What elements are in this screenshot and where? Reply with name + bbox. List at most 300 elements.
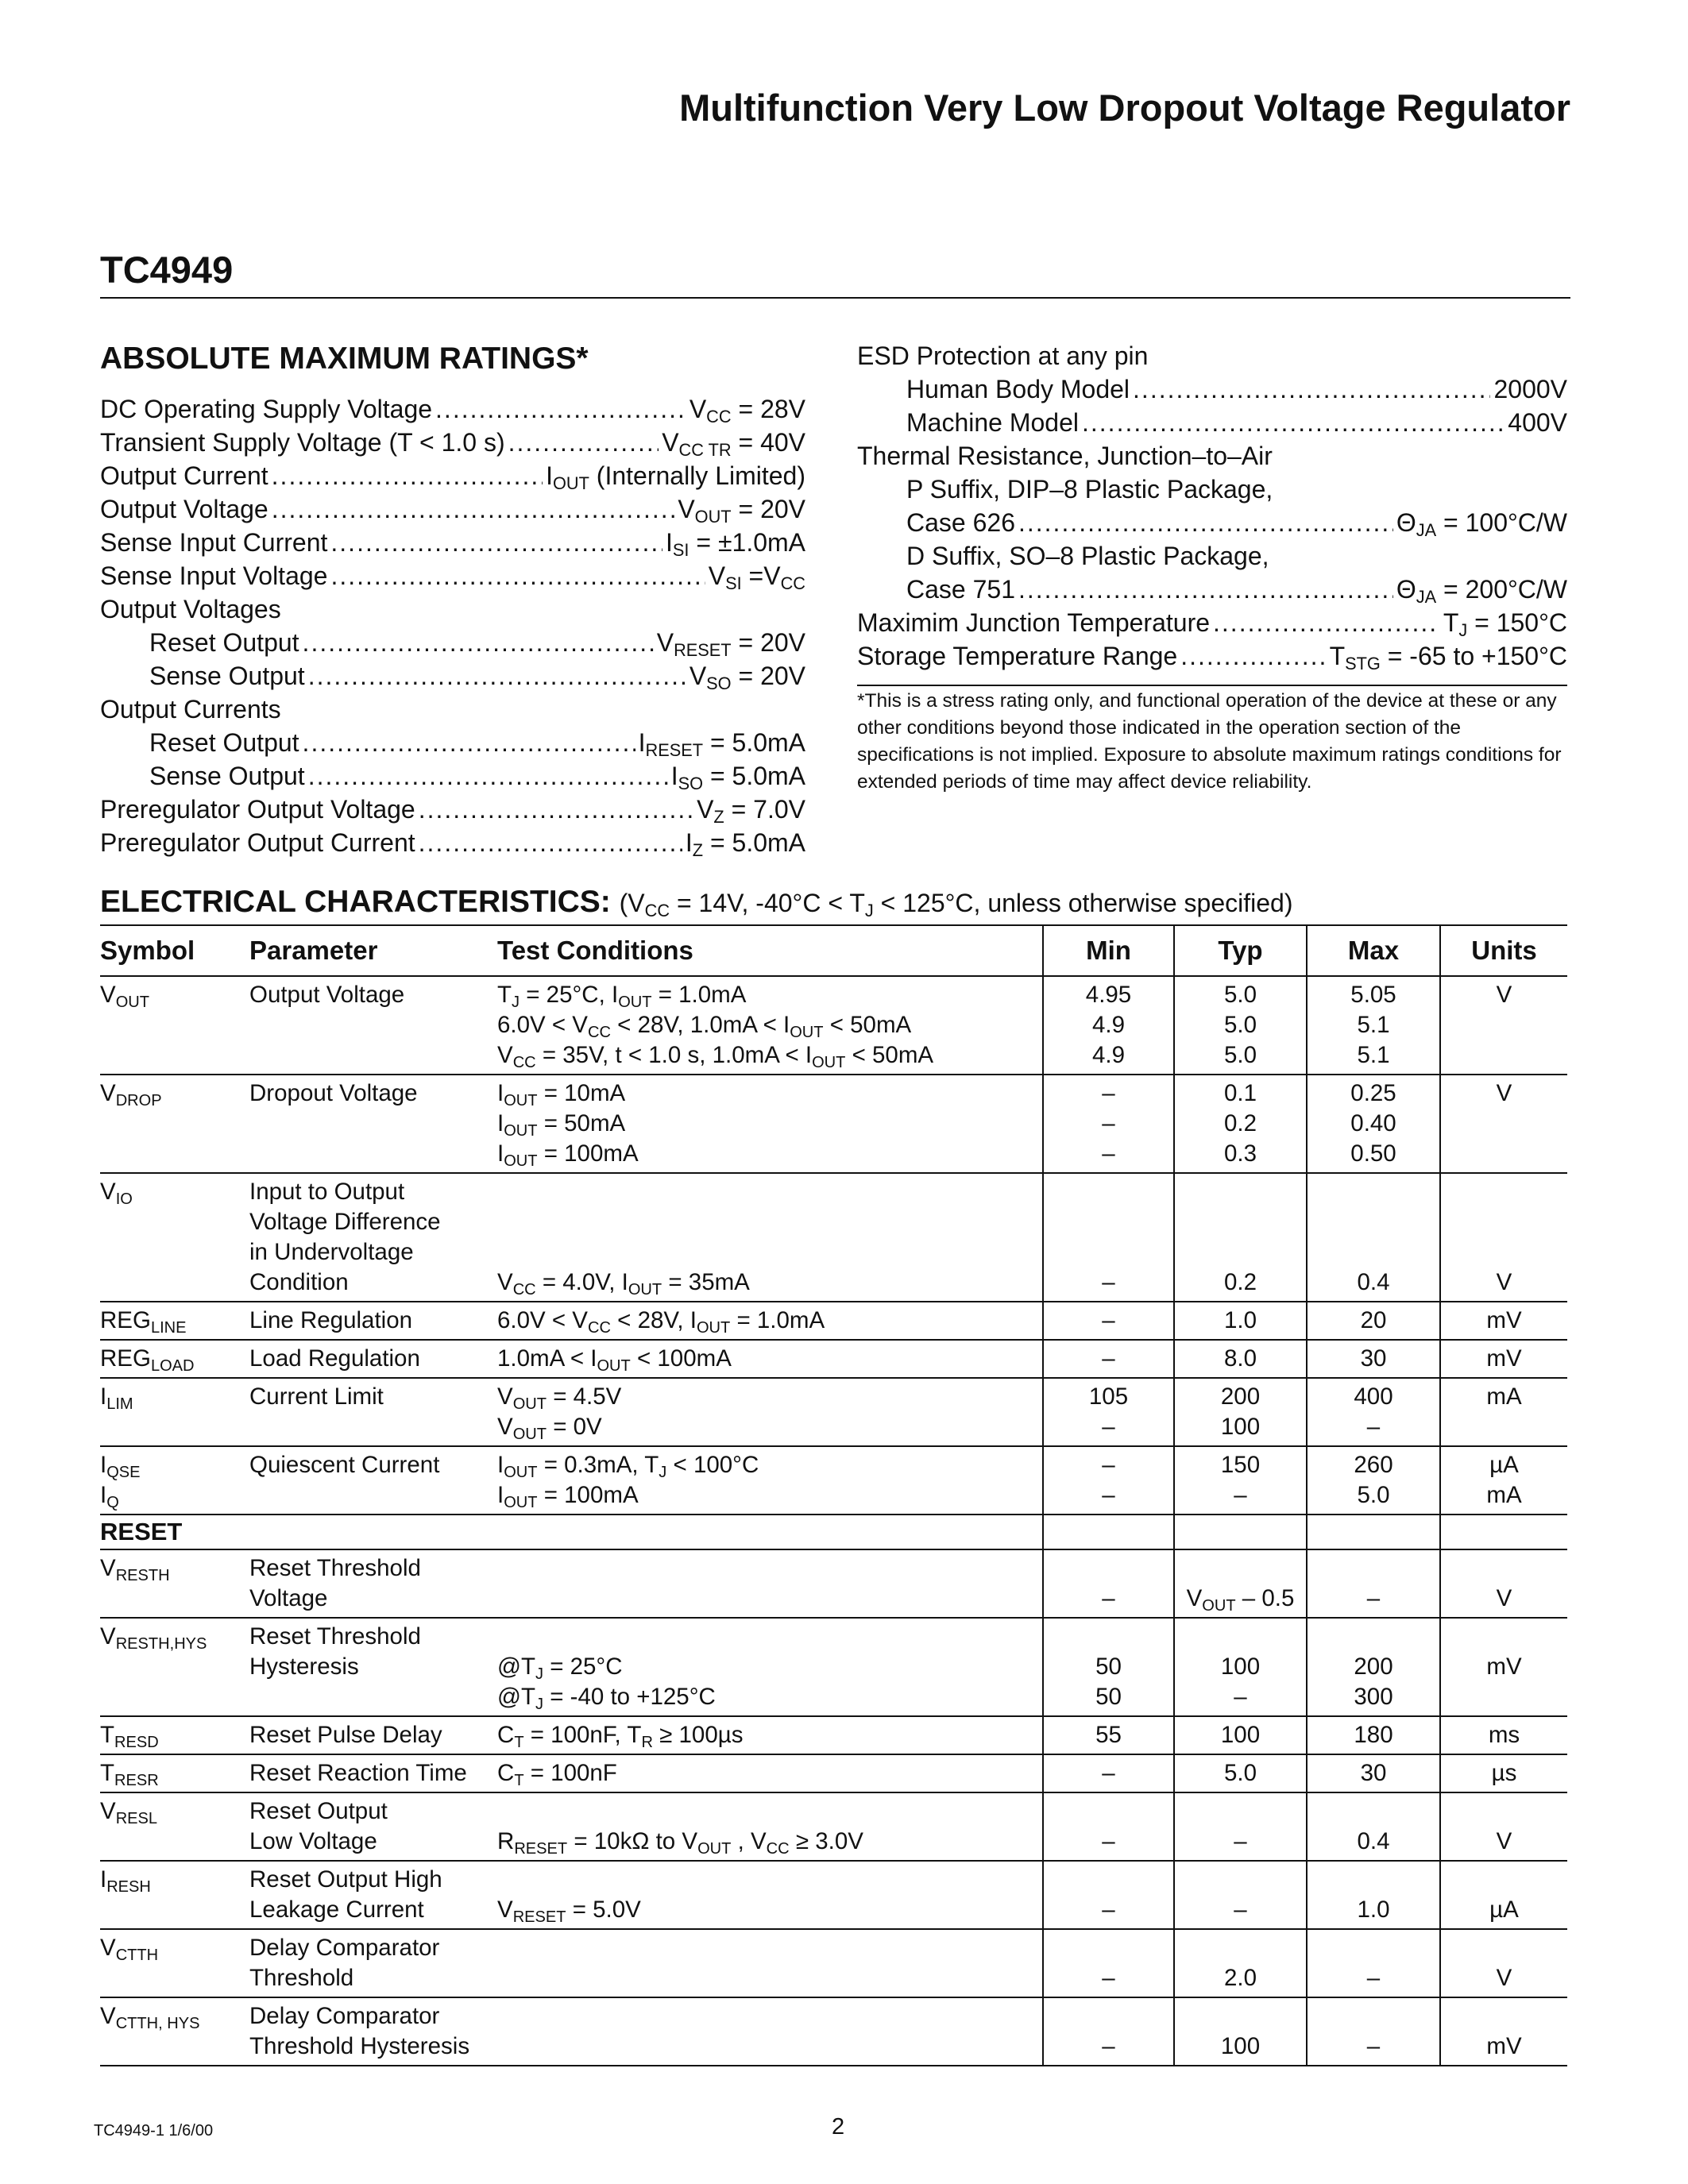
- cell-parameter: [249, 1378, 497, 1446]
- absolute-maximum-ratings-heading: ABSOLUTE MAXIMUM RATINGS*: [100, 341, 589, 376]
- rating-label: Reset Output: [149, 628, 299, 657]
- rating-row: [100, 592, 805, 626]
- cell-line: 0.2: [1223, 1269, 1257, 1295]
- rating-row: [100, 459, 805, 492]
- cell-line: –: [1234, 1482, 1247, 1508]
- rating-label: ESD Protection at any pin: [857, 341, 1149, 370]
- cell-max: [1307, 1716, 1440, 1754]
- cell-line: $@T_J = -40$ to +125°C: [497, 1684, 716, 1713]
- cell-line: Dropout Voltage: [249, 1080, 418, 1106]
- cell-min: [1043, 976, 1174, 1075]
- cell-min: [1043, 1929, 1174, 1997]
- cell-symbol: [100, 1929, 249, 1997]
- cell-units: [1440, 1618, 1567, 1716]
- cell-line: V: [1496, 982, 1512, 1008]
- cell-parameter: [249, 1302, 497, 1340]
- cell-min: [1043, 1302, 1174, 1340]
- cell-line: 260: [1354, 1452, 1393, 1478]
- rating-label: Machine Model: [906, 408, 1079, 437]
- cell-line: 0.1: [1223, 1080, 1257, 1106]
- cell-parameter: [249, 1173, 497, 1302]
- cell-max: [1307, 1997, 1440, 2066]
- table-row: [100, 1861, 1567, 1929]
- page-number: 2: [832, 2114, 845, 2140]
- cell-line: Low Voltage: [249, 1828, 377, 1854]
- table-row: [100, 1446, 1567, 1515]
- rating-value: $\Theta_{JA} = 100^\circ C/W$: [1396, 508, 1567, 540]
- document-title: Multifunction Very Low Dropout Voltage Regulator: [679, 87, 1570, 129]
- cell-line: Leakage Current: [249, 1897, 424, 1923]
- ec-heading-conditions: ($V_{CC} = 14V$, $-40^\circ C < T_J < 125^\circ C$, unless otherwise specified): [619, 889, 1293, 920]
- section-row: [100, 1515, 1567, 1549]
- leader-dots: [419, 793, 693, 826]
- cell-line: –: [1102, 1760, 1115, 1786]
- cell-line: Load Regulation: [249, 1345, 420, 1372]
- cell-line: 0.2: [1223, 1110, 1257, 1136]
- cell-units: [1440, 1173, 1567, 1302]
- cell-line: –: [1234, 1828, 1247, 1854]
- leader-dots: [330, 526, 662, 559]
- leader-dots: [308, 759, 668, 793]
- leader-dots: [1018, 573, 1393, 606]
- leader-dots: [1180, 639, 1326, 673]
- cell-line: $C_T = 100nF$, $T_R \ge 100\mu s$: [497, 1722, 744, 1751]
- cell-line: 4.9: [1091, 1042, 1125, 1068]
- cell-line: 100: [1220, 1414, 1261, 1440]
- cell-line: $T_{RESR}$: [100, 1760, 159, 1789]
- cell-test-conditions: [497, 1302, 1043, 1340]
- cell-test-conditions: [497, 1618, 1043, 1716]
- cell-line: $R_{RESET} = 10k\Omega$ to $V_{OUT}$ , $V_{CC} \ge 3.0V$: [497, 1828, 863, 1858]
- rating-label: Storage Temperature Range: [857, 642, 1178, 670]
- rating-value: $V_{CC TR} = 40V$: [662, 428, 805, 460]
- cell-line: Hysteresis: [249, 1653, 359, 1680]
- rating-label: Output Current: [100, 461, 268, 490]
- cell-line: $6.0V < V_{CC} < 28V$, $1.0mA < I_{OUT} < 50mA$: [497, 1012, 912, 1041]
- cell-line: 50: [1095, 1653, 1122, 1680]
- cell-line: $V_{RESL}$: [100, 1798, 158, 1827]
- rating-value: $V_{OUT} = 20V$: [678, 495, 805, 527]
- cell-line: Voltage Difference: [249, 1209, 441, 1235]
- cell-line: 180: [1354, 1722, 1393, 1748]
- table-body: [100, 976, 1567, 2066]
- cell-line: $I_{RESH}$: [100, 1866, 151, 1896]
- rating-value: $I_Z = 5.0mA$: [685, 828, 805, 860]
- cell-max: [1307, 1446, 1440, 1515]
- cell-parameter: [249, 1075, 497, 1173]
- cell-line: [497, 2032, 1042, 2062]
- cell-line: $V_{DROP}$: [100, 1080, 162, 1109]
- cell-units: [1440, 1929, 1567, 1997]
- rating-label: Maximim Junction Temperature: [857, 608, 1211, 637]
- cell-symbol: [100, 1446, 249, 1515]
- cell-line: 5.05: [1350, 982, 1396, 1008]
- cell-line: [1308, 1622, 1439, 1652]
- rating-row: [857, 473, 1567, 506]
- cell-line: µs: [1491, 1760, 1517, 1786]
- cell-min: [1043, 1549, 1174, 1618]
- cell-line: $I_{OUT} = 50mA$: [497, 1110, 626, 1140]
- cell-min: [1043, 1446, 1174, 1515]
- cell-typ: [1174, 1302, 1307, 1340]
- rating-row: [100, 426, 805, 459]
- cell-line: Reset Threshold: [249, 1555, 421, 1581]
- cell-line: 5.0: [1223, 1042, 1257, 1068]
- col-header-parameter: Parameter: [249, 925, 497, 976]
- cell-symbol: [100, 1792, 249, 1861]
- rating-row: [857, 606, 1567, 639]
- cell-line: Voltage: [249, 1585, 328, 1611]
- rating-value: $V_{CC} = 28V$: [689, 395, 805, 426]
- rating-value: $\Theta_{JA} = 200^\circ C/W$: [1396, 575, 1567, 607]
- cell-min: [1043, 1075, 1174, 1173]
- cell-units: [1440, 1716, 1567, 1754]
- cell-parameter: [249, 976, 497, 1075]
- rating-row: [100, 492, 805, 526]
- cell-line: V: [1496, 1080, 1512, 1106]
- cell-units: [1440, 1378, 1567, 1446]
- cell-line: V: [1496, 1585, 1512, 1611]
- cell-line: Reset Reaction Time: [249, 1760, 467, 1786]
- cell-symbol: [100, 976, 249, 1075]
- leader-dots: [303, 726, 635, 759]
- section-label: RESET: [100, 1515, 1043, 1549]
- rating-row: [100, 826, 805, 859]
- cell-line: [497, 1584, 1042, 1614]
- cell-line: $T_J = 25^\circ C$, $I_{OUT} = 1.0mA$: [497, 982, 747, 1011]
- rating-row: [857, 573, 1567, 606]
- table-row: [100, 1075, 1567, 1173]
- cell-line: mA: [1486, 1383, 1522, 1410]
- table-row: [100, 1792, 1567, 1861]
- rating-row: [857, 372, 1567, 406]
- cell-line: 1.0: [1357, 1897, 1390, 1923]
- leader-dots: [272, 492, 675, 526]
- leader-dots: [508, 426, 659, 459]
- table-row: [100, 1302, 1567, 1340]
- cell-line: $V_{RESET} = 5.0V$: [497, 1897, 641, 1926]
- col-header-symbol: Symbol: [100, 925, 249, 976]
- cell-line: –: [1102, 1897, 1115, 1923]
- cell-line: 200: [1220, 1383, 1261, 1410]
- rating-label: Transient Supply Voltage (T < 1.0 s): [100, 428, 505, 457]
- cell-line: in Undervoltage: [249, 1239, 414, 1265]
- table-row: [100, 1716, 1567, 1754]
- rating-value: $I_{OUT}$ (Internally Limited): [546, 461, 805, 493]
- cell-symbol: [100, 1716, 249, 1754]
- cell-line: V: [1496, 1965, 1512, 1991]
- rating-row: [100, 693, 805, 726]
- cell-line: $T_{RESD}$: [100, 1722, 159, 1751]
- cell-line: ms: [1488, 1722, 1520, 1748]
- cell-units: [1440, 1997, 1567, 2066]
- cell-line: –: [1102, 2033, 1115, 2059]
- cell-line: $I_{LIM}$: [100, 1383, 133, 1413]
- cell-line: 5.0: [1223, 1012, 1257, 1038]
- cell-line: $V_{CC} = 35V$, t < 1.0 s, $1.0mA < I_{OUT} < 50mA$: [497, 1042, 934, 1071]
- cell-line: 150: [1220, 1452, 1261, 1478]
- cell-line: Line Regulation: [249, 1307, 413, 1333]
- cell-line: –: [1102, 1345, 1115, 1372]
- leader-dots: [1213, 606, 1440, 639]
- rating-row: [100, 659, 805, 693]
- cell-parameter: [249, 1446, 497, 1515]
- cell-max: [1307, 1173, 1440, 1302]
- cell-min: [1043, 1792, 1174, 1861]
- cell-line: $V_{IO}$: [100, 1179, 133, 1208]
- cell-min: [1043, 1861, 1174, 1929]
- rating-row: [857, 639, 1567, 673]
- cell-test-conditions: [497, 1340, 1043, 1378]
- header-rule: [100, 297, 1570, 299]
- cell-line: [1441, 1622, 1567, 1652]
- cell-line: $V_{OUT} = 4.5V$: [497, 1383, 622, 1413]
- cell-typ: [1174, 1446, 1307, 1515]
- col-header-typ: Typ: [1174, 925, 1307, 976]
- cell-line: 0.40: [1350, 1110, 1396, 1136]
- ratings-footnote: *This is a stress rating only, and functional operation of the device at these or any other conditions beyond those indicated in the operation section of the specifications is not implied. Exposure to absolute maximum ratings conditions for extended periods of time may affect device reliability.: [857, 685, 1567, 796]
- cell-line: Reset Threshold: [249, 1623, 421, 1650]
- electrical-characteristics-table: [100, 924, 1567, 2066]
- cell-line: mV: [1486, 1307, 1522, 1333]
- cell-test-conditions: [497, 1549, 1043, 1618]
- cell-line: $V_{CTTH}$: [100, 1935, 159, 1964]
- rating-label: DC Operating Supply Voltage: [100, 395, 433, 423]
- cell-test-conditions: [497, 1997, 1043, 2066]
- cell-line: 5.1: [1357, 1012, 1390, 1038]
- cell-min: [1043, 1618, 1174, 1716]
- cell-line: $C_T = 100nF$: [497, 1760, 617, 1789]
- rating-label: Case 751: [906, 575, 1015, 604]
- cell-max: [1307, 1861, 1440, 1929]
- rating-row: [100, 392, 805, 426]
- cell-typ: [1174, 1754, 1307, 1792]
- leader-dots: [330, 559, 705, 592]
- cell-min: [1043, 1378, 1174, 1446]
- cell-symbol: [100, 1302, 249, 1340]
- rating-value: $V_Z = 7.0V$: [697, 795, 805, 827]
- cell-line: $I_{OUT} = 100mA$: [497, 1482, 639, 1511]
- leader-dots: [1018, 506, 1393, 539]
- leader-dots: [419, 826, 682, 859]
- cell-parameter: [249, 1716, 497, 1754]
- cell-line: 8.0: [1223, 1345, 1257, 1372]
- table-row: [100, 1997, 1567, 2066]
- cell-line: 105: [1088, 1383, 1129, 1410]
- cell-symbol: [100, 1997, 249, 2066]
- cell-max: [1307, 976, 1440, 1075]
- rating-label: P Suffix, DIP–8 Plastic Package,: [906, 475, 1273, 504]
- cell-typ: [1174, 1173, 1307, 1302]
- table-row: [100, 1929, 1567, 1997]
- cell-line: 200: [1354, 1653, 1393, 1680]
- cell-line: 0.50: [1350, 1140, 1396, 1167]
- rating-value: 400V: [1508, 408, 1567, 437]
- cell-parameter: [249, 1754, 497, 1792]
- cell-line: $6.0V < V_{CC} < 28V$, $I_{OUT} = 1.0mA$: [497, 1307, 825, 1337]
- cell-min: [1043, 1716, 1174, 1754]
- section-empty-cell: [1174, 1515, 1307, 1549]
- cell-max: [1307, 1792, 1440, 1861]
- cell-typ: [1174, 1618, 1307, 1716]
- cell-symbol: [100, 1378, 249, 1446]
- cell-test-conditions: [497, 1378, 1043, 1446]
- cell-line: µA: [1489, 1452, 1519, 1478]
- cell-units: [1440, 1861, 1567, 1929]
- cell-line: –: [1102, 1452, 1115, 1478]
- rating-label: Sense Output: [149, 762, 305, 790]
- rating-value: $V_{RESET} = 20V$: [656, 628, 805, 660]
- rating-value: $V_{SO} = 20V$: [689, 662, 805, 693]
- cell-line: V: [1496, 1269, 1512, 1295]
- cell-units: [1440, 1792, 1567, 1861]
- ec-heading-title: ELECTRICAL CHARACTERISTICS:: [100, 885, 611, 919]
- cell-line: [497, 1963, 1042, 1993]
- cell-line: Quiescent Current: [249, 1452, 440, 1478]
- table-row: [100, 1173, 1567, 1302]
- rating-value: $I_{RESET} = 5.0mA$: [638, 728, 805, 760]
- cell-parameter: [249, 1997, 497, 2066]
- cell-line: [1175, 1622, 1306, 1652]
- rating-row: [857, 539, 1567, 573]
- cell-line: $I_Q$: [100, 1482, 119, 1511]
- cell-line: Delay Comparator: [249, 2003, 440, 2029]
- electrical-characteristics-heading: [100, 885, 1293, 920]
- cell-test-conditions: [497, 976, 1043, 1075]
- rating-row: [857, 406, 1567, 439]
- cell-max: [1307, 1929, 1440, 1997]
- cell-parameter: [249, 1929, 497, 1997]
- cell-typ: [1174, 1378, 1307, 1446]
- cell-typ: [1174, 1792, 1307, 1861]
- cell-max: [1307, 1340, 1440, 1378]
- cell-line: $I_{QSE}$: [100, 1452, 141, 1481]
- cell-line: –: [1102, 1110, 1115, 1136]
- cell-line: Reset Output: [249, 1798, 388, 1824]
- cell-line: –: [1102, 1140, 1115, 1167]
- rating-label: Reset Output: [149, 728, 299, 757]
- cell-line: $I_{OUT} = 0.3mA$, $T_J < 100^\circ C$: [497, 1452, 759, 1481]
- section-empty-cell: [1307, 1515, 1440, 1549]
- cell-line: –: [1234, 1897, 1247, 1923]
- rating-row: [857, 339, 1567, 372]
- table-header-row: [100, 925, 1567, 976]
- leader-dots: [308, 659, 686, 693]
- cell-line: 55: [1095, 1722, 1122, 1748]
- table-row: [100, 1618, 1567, 1716]
- cell-line: 5.1: [1357, 1042, 1390, 1068]
- cell-test-conditions: [497, 1716, 1043, 1754]
- rating-label: Output Voltage: [100, 495, 268, 523]
- cell-symbol: [100, 1861, 249, 1929]
- cell-max: [1307, 1754, 1440, 1792]
- cell-line: –: [1366, 1414, 1381, 1440]
- cell-parameter: [249, 1618, 497, 1716]
- cell-max: [1307, 1549, 1440, 1618]
- cell-typ: [1174, 1075, 1307, 1173]
- part-number: TC4949: [100, 249, 234, 291]
- rating-row: [100, 526, 805, 559]
- cell-typ: [1174, 976, 1307, 1075]
- cell-symbol: [100, 1075, 249, 1173]
- table-row: [100, 976, 1567, 1075]
- leader-dots: [272, 459, 543, 492]
- cell-max: [1307, 1302, 1440, 1340]
- cell-line: Condition: [249, 1269, 349, 1295]
- cell-parameter: [249, 1861, 497, 1929]
- cell-line: $V_{OUT} - 0.5$: [1186, 1585, 1295, 1615]
- cell-line: mV: [1486, 1653, 1522, 1680]
- cell-test-conditions: [497, 1173, 1043, 1302]
- cell-max: [1307, 1378, 1440, 1446]
- cell-line: mV: [1486, 1345, 1522, 1372]
- rating-value: 2000V: [1493, 375, 1567, 403]
- cell-line: Delay Comparator: [249, 1935, 440, 1961]
- cell-line: 50: [1095, 1684, 1122, 1710]
- rating-value: $T_{STG} = -65$ to +150°C: [1329, 642, 1567, 673]
- cell-line: 300: [1354, 1684, 1393, 1710]
- cell-units: [1440, 1446, 1567, 1515]
- cell-line: 30: [1360, 1760, 1387, 1786]
- cell-line: Input to Output: [249, 1179, 405, 1205]
- cell-line: 1.0: [1223, 1307, 1257, 1333]
- rating-label: Preregulator Output Current: [100, 828, 415, 857]
- section-empty-cell: [1043, 1515, 1174, 1549]
- cell-line: 100: [1220, 1722, 1261, 1748]
- cell-line: µA: [1489, 1897, 1519, 1923]
- rating-row: [857, 506, 1567, 539]
- leader-dots: [1133, 372, 1490, 406]
- col-header-max: Max: [1307, 925, 1440, 976]
- cell-line: [1044, 1622, 1173, 1652]
- cell-units: [1440, 1302, 1567, 1340]
- rating-label: Sense Input Voltage: [100, 561, 328, 590]
- rating-value: $I_{SO} = 5.0mA$: [670, 762, 805, 793]
- cell-line: 100: [1220, 2033, 1261, 2059]
- cell-line: 30: [1360, 1345, 1387, 1372]
- leader-dots: [435, 392, 686, 426]
- cell-line: 100: [1220, 1653, 1261, 1680]
- cell-typ: [1174, 1929, 1307, 1997]
- cell-parameter: [249, 1549, 497, 1618]
- section-empty-cell: [1440, 1515, 1567, 1549]
- cell-typ: [1174, 1861, 1307, 1929]
- cell-test-conditions: [497, 1792, 1043, 1861]
- rating-label: Output Voltages: [100, 595, 281, 623]
- cell-line: $V_{RESTH}$: [100, 1555, 170, 1584]
- cell-min: [1043, 1340, 1174, 1378]
- cell-line: 20: [1360, 1307, 1387, 1333]
- col-header-test-conditions: Test Conditions: [497, 925, 1043, 976]
- cell-line: $V_{RESTH,HYS}$: [100, 1623, 207, 1653]
- cell-line: –: [1366, 1965, 1381, 1991]
- cell-units: [1440, 1549, 1567, 1618]
- rating-label: Sense Output: [149, 662, 305, 690]
- cell-test-conditions: [497, 1446, 1043, 1515]
- rating-row: [100, 793, 805, 826]
- cell-test-conditions: [497, 1754, 1043, 1792]
- cell-line: $V_{CTTH, HYS}$: [100, 2003, 200, 2032]
- cell-line: 4.95: [1085, 982, 1132, 1008]
- cell-parameter: [249, 1340, 497, 1378]
- rating-row: [100, 559, 805, 592]
- rating-label: Preregulator Output Voltage: [100, 795, 415, 824]
- cell-line: Reset Pulse Delay: [249, 1722, 442, 1748]
- cell-min: [1043, 1754, 1174, 1792]
- cell-line: –: [1102, 1414, 1115, 1440]
- cell-line: 0.4: [1357, 1269, 1390, 1295]
- leader-dots: [1082, 406, 1505, 439]
